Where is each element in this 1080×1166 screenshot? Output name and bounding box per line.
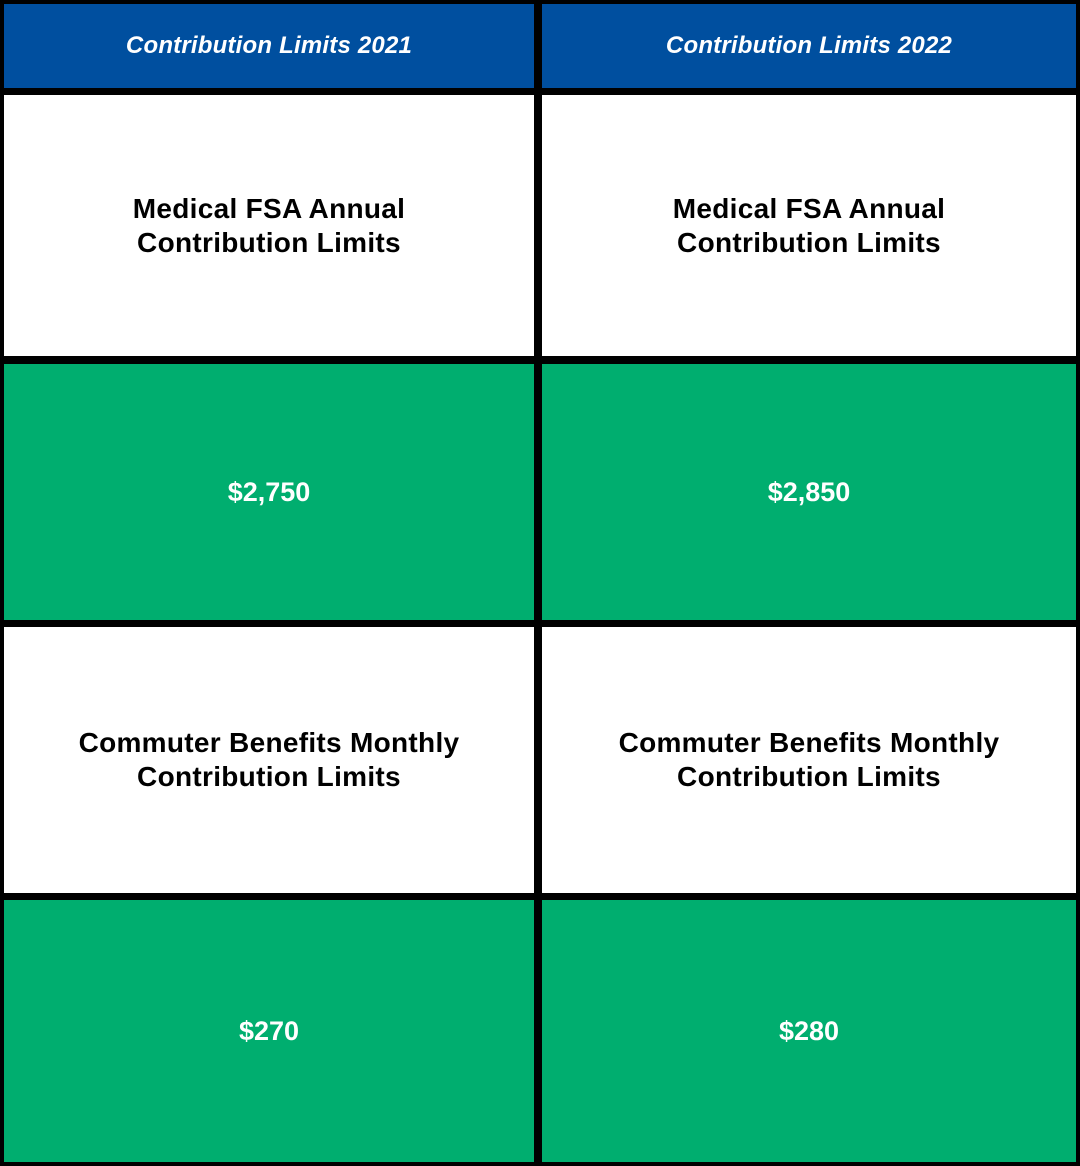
medical-fsa-label-2022 <box>542 95 1076 356</box>
commuter-value-2022 <box>542 900 1076 1162</box>
medical-fsa-value-2021 <box>4 364 534 620</box>
commuter-value-2021-text: $270 <box>238 1015 300 1046</box>
header-2021 <box>4 4 534 88</box>
header-2022-label: Contribution Limits 2022 <box>665 32 953 59</box>
medical-fsa-label-2022-text: Medical FSA Annual Contribution Limits <box>672 192 946 258</box>
header-2021-label: Contribution Limits 2021 <box>125 32 413 59</box>
commuter-value-2022-text: $280 <box>778 1015 840 1046</box>
medical-fsa-value-2022 <box>542 364 1076 620</box>
medical-fsa-value-2021-text: $2,750 <box>227 476 311 507</box>
commuter-label-2021 <box>4 627 534 893</box>
commuter-label-2022-text: Commuter Benefits Monthly Contribution Limits <box>618 727 1000 792</box>
commuter-label-2021-text: Commuter Benefits Monthly Contribution Limits <box>78 727 460 792</box>
commuter-value-2021 <box>4 900 534 1162</box>
medical-fsa-label-2021 <box>4 95 534 356</box>
medical-fsa-label-2021-text: Medical FSA Annual Contribution Limits <box>132 192 406 258</box>
header-2022 <box>542 4 1076 88</box>
medical-fsa-value-2022-text: $2,850 <box>767 476 851 507</box>
commuter-label-2022 <box>542 627 1076 893</box>
